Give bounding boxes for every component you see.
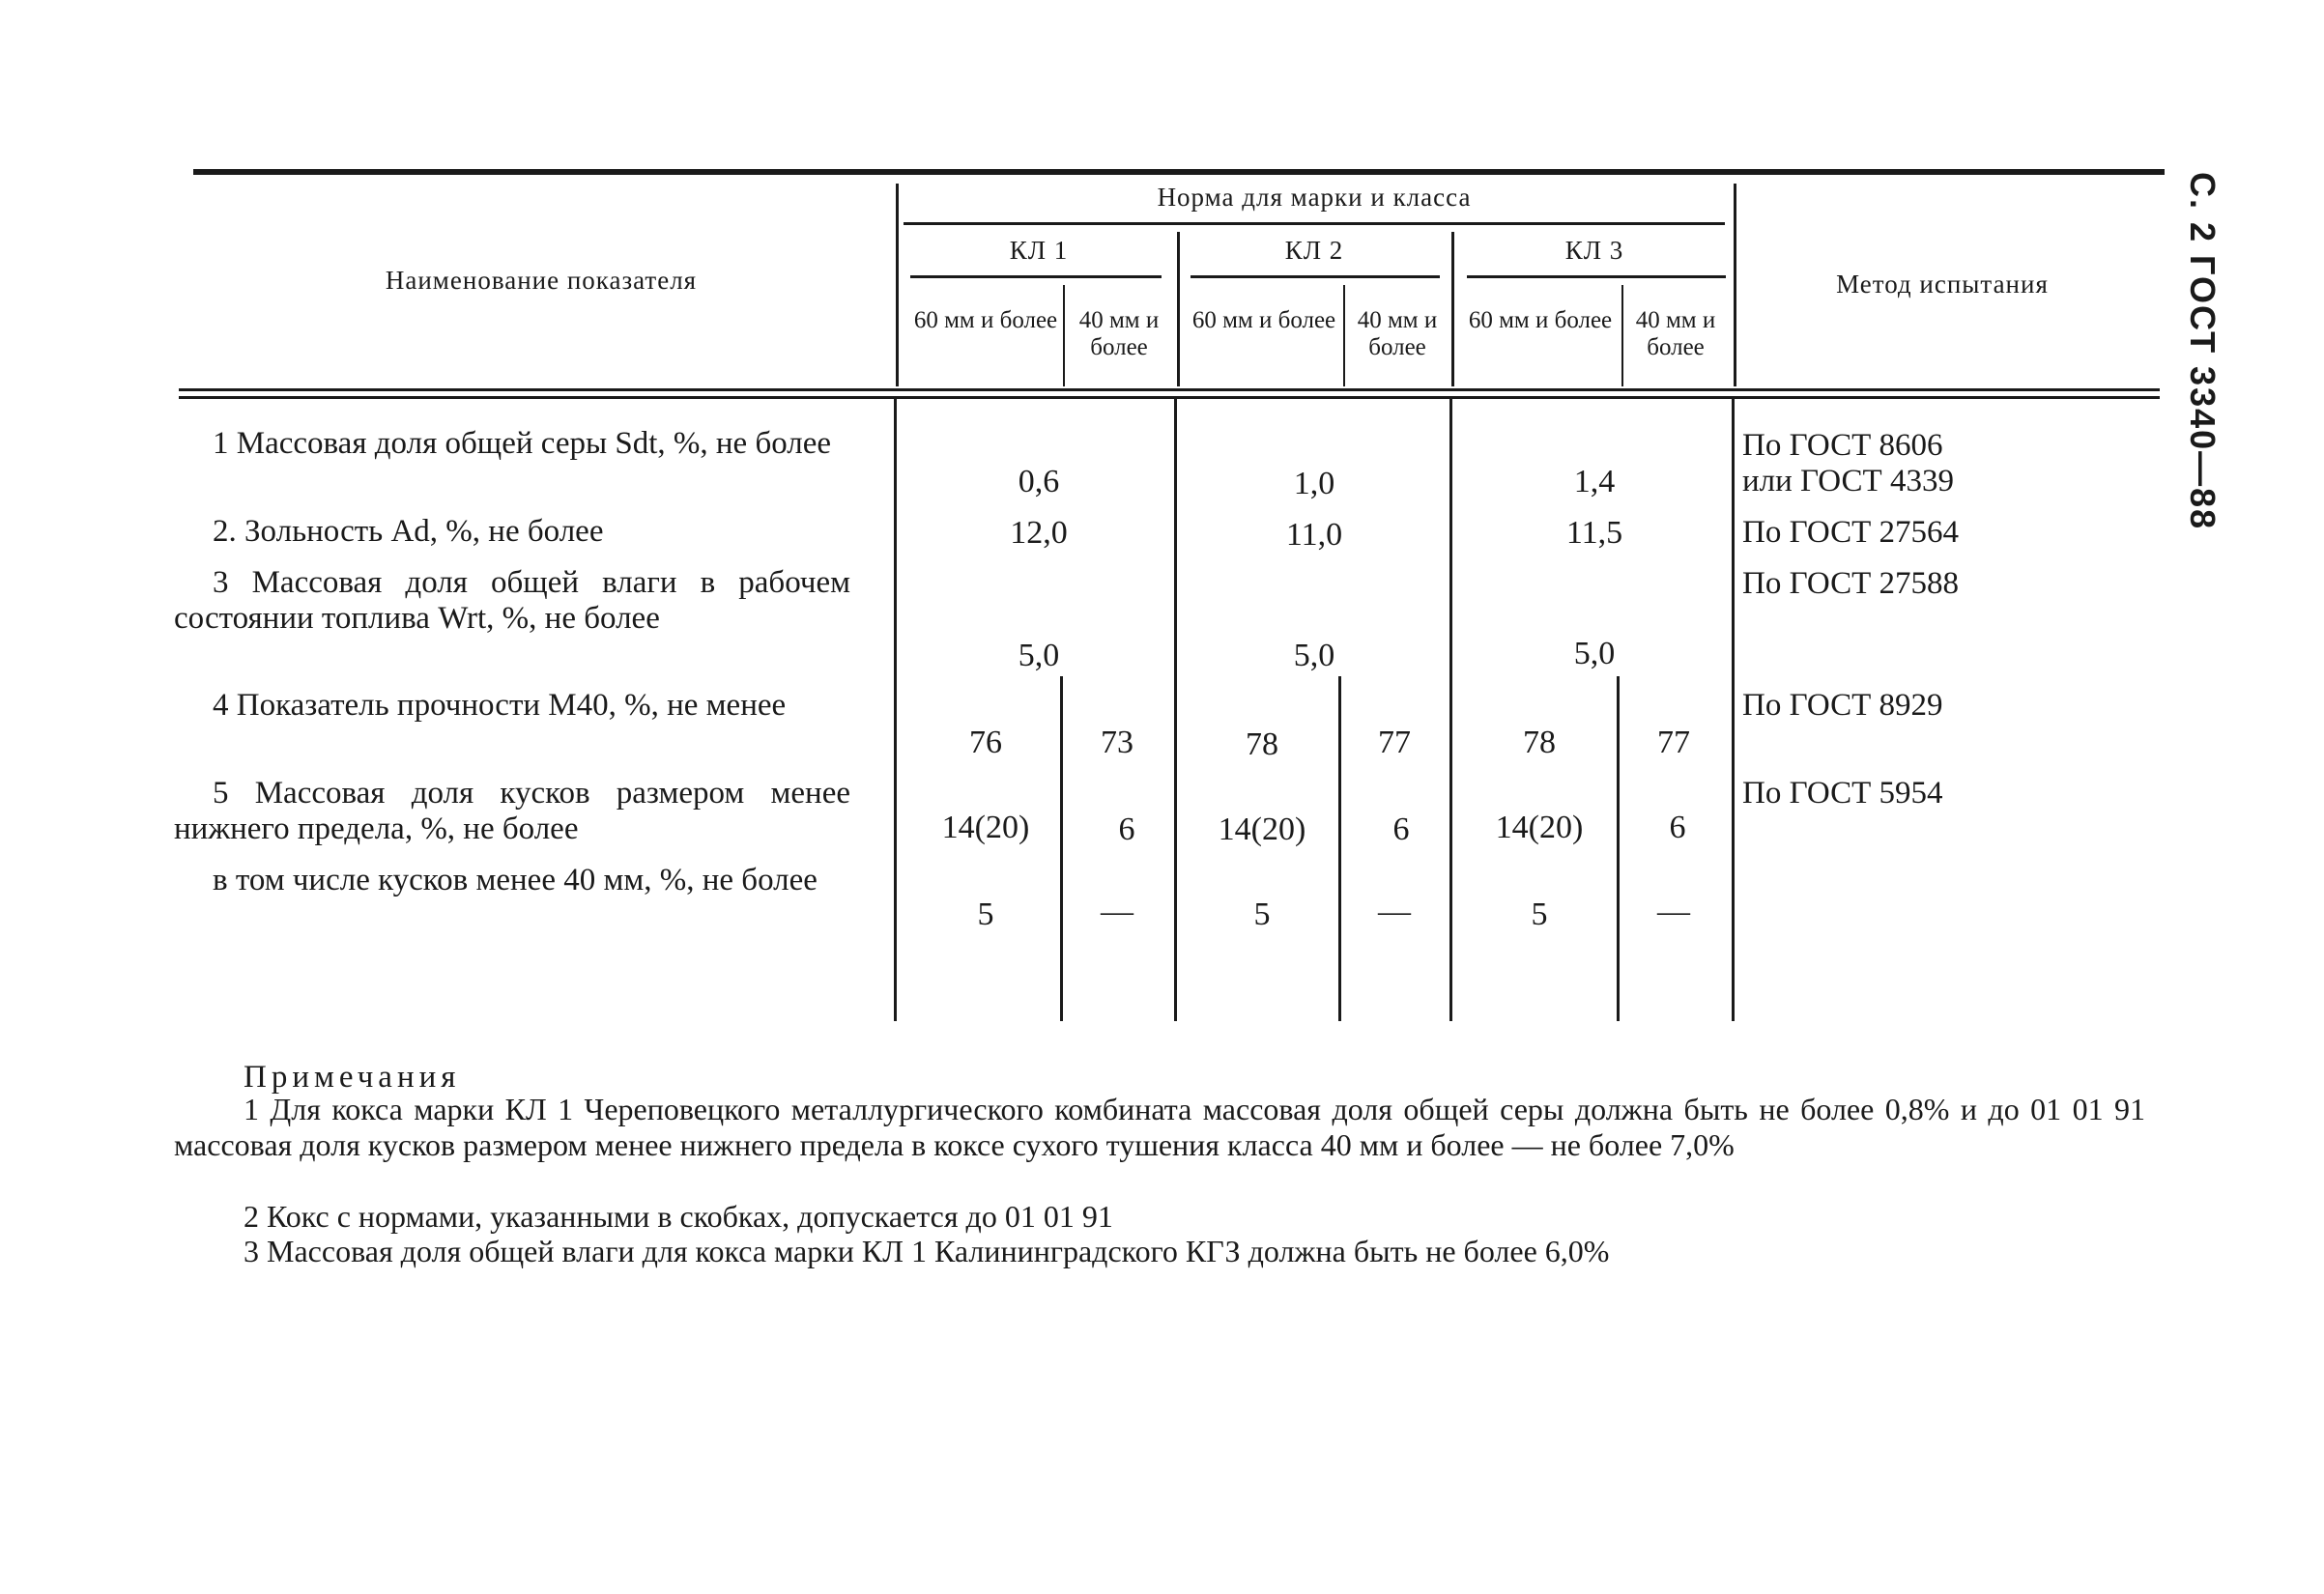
note-1: 1 Для кокса марки КЛ 1 Череповецкого металлургического комбината массовая доля общей серы должна быть не более 0,8% и до 01 01 91 массовая доля кусков размером менее нижнего предела в коксе сухого тушения класса 40 мм и более — не более 7,0% (174, 1092, 2145, 1162)
row-5-kl3-40-value: 6 (1669, 810, 1686, 845)
row-3-method: По ГОСТ 27588 (1742, 566, 1959, 601)
grade2-underline (1191, 275, 1440, 278)
row-4-kl3-40-value: 77 (1657, 725, 1690, 760)
body-divider-indicator (894, 398, 897, 1021)
row-1-kl3-value: 1,4 (1573, 464, 1616, 499)
norm-group-underline (904, 222, 1725, 225)
row-5-kl2-60-value: 14(20) (1218, 811, 1306, 847)
row-1-kl2-value: 1,0 (1293, 466, 1335, 501)
row-5-method: По ГОСТ 5954 (1742, 776, 1943, 811)
row-3-kl1-value: 5,0 (1018, 638, 1060, 673)
row-6-kl2-60-value: 5 (1253, 897, 1271, 932)
row-3-label: 3 Массовая доля общей влаги в рабочем состоянии топлива Wrt, %, не более (174, 565, 850, 636)
row-4-label: 4 Показатель прочности М40, %, не менее (213, 688, 787, 723)
row-4-kl1-60-value: 76 (969, 725, 1002, 760)
row-6-kl3-40-value: — (1657, 894, 1690, 929)
row-5-kl3-60-value: 14(20) (1495, 810, 1584, 845)
row-2-kl2-value: 11,0 (1285, 517, 1343, 553)
header-kl1-class-60: 60 мм и более (913, 307, 1058, 333)
header-method: Метод испытания (1836, 270, 2049, 299)
header-kl2-class-60: 60 мм и более (1191, 307, 1336, 333)
row-1-label: 1 Массовая доля общей серы Sdt, %, не более (213, 426, 832, 461)
row-5-kl2-40-value: 6 (1392, 811, 1410, 847)
row-6-kl1-60-value: 5 (977, 897, 994, 932)
row-4-kl2-40-value: 77 (1378, 725, 1411, 760)
row-5-kl1-60-value: 14(20) (941, 810, 1030, 845)
header-grade-kl3: КЛ 3 (1564, 236, 1624, 265)
row-5-label: 5 Массовая доля кусков размером менее нижнего предела, %, не более (174, 776, 850, 846)
row-4-method: По ГОСТ 8929 (1742, 688, 1943, 723)
header-divider-indicator (896, 184, 899, 386)
grade3-underline (1467, 275, 1726, 278)
header-kl1-class-40: 40 мм и более (1078, 307, 1160, 360)
row-1-method: По ГОСТ 8606 или ГОСТ 4339 (1742, 428, 1954, 498)
row-2-method: По ГОСТ 27564 (1742, 515, 1959, 550)
header-indicator: Наименование показателя (385, 266, 698, 295)
header-bottom-rule-1 (179, 388, 2160, 391)
header-kl3-class-60: 60 мм и более (1468, 307, 1613, 333)
header-divider-method (1734, 184, 1736, 386)
row-6-kl3-60-value: 5 (1531, 897, 1548, 932)
body-divider-method (1732, 398, 1735, 1021)
row-4-kl2-60-value: 78 (1246, 726, 1278, 762)
table-top-rule (193, 169, 2165, 175)
row-3-kl2-value: 5,0 (1293, 638, 1335, 673)
row-2-label: 2. Зольность Ad, %, не более (213, 514, 604, 549)
grade1-underline (910, 275, 1162, 278)
header-kl3-class-40: 40 мм и более (1635, 307, 1716, 360)
row-6-kl1-40-value: — (1101, 894, 1133, 929)
note-3: 3 Массовая доля общей влаги для кокса марки КЛ 1 Калининградского КГЗ должна быть не более 6,0% (244, 1234, 1610, 1268)
row-2-kl1-value: 12,0 (1010, 515, 1068, 551)
row-3-kl3-value: 5,0 (1573, 636, 1616, 671)
row-5-kl1-40-value: 6 (1118, 811, 1135, 847)
header-divider-grade2 (1177, 232, 1180, 386)
body-divider-grade3 (1449, 398, 1452, 1021)
row-4-kl1-40-value: 73 (1101, 725, 1133, 760)
row-1-kl1-value: 0,6 (1018, 464, 1060, 499)
body-divider-grade2 (1174, 398, 1177, 1021)
header-grade-kl2: КЛ 2 (1284, 236, 1344, 265)
header-bottom-rule-2 (179, 396, 2160, 399)
row-6-label: в том числе кусков менее 40 мм, %, не более (213, 863, 818, 897)
side-page-label: С. 2 ГОСТ 3340—88 (2183, 172, 2223, 531)
header-norm-group: Норма для марки и класса (1157, 183, 1472, 212)
header-divider-grade3 (1451, 232, 1454, 386)
row-6-kl2-40-value: — (1378, 894, 1411, 929)
row-2-kl3-value: 11,5 (1565, 515, 1623, 551)
header-grade-kl1: КЛ 1 (1009, 236, 1069, 265)
row-4-kl3-60-value: 78 (1523, 725, 1556, 760)
note-2: 2 Кокс с нормами, указанными в скобках, допускается до 01 01 91 (244, 1199, 1113, 1234)
notes-title: Примечания (244, 1060, 461, 1095)
header-kl2-class-40: 40 мм и более (1357, 307, 1438, 360)
